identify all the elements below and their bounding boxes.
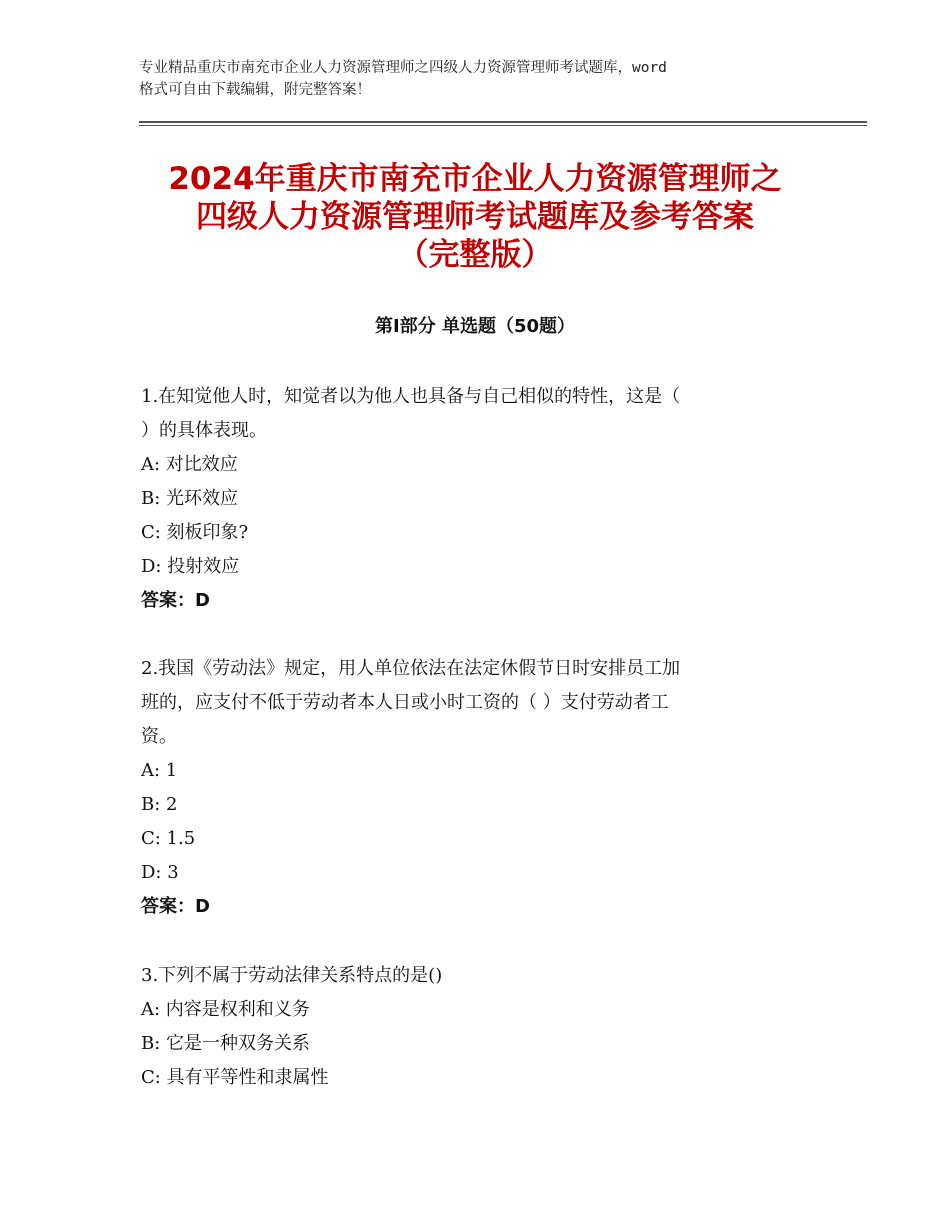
header-note-line: 专业精品重庆市南充市企业人力资源管理师之四级人力资源管理师考试题库，word xyxy=(139,60,667,76)
option-a: A: 内容是权利和义务 xyxy=(141,999,310,1020)
header-divider-thin xyxy=(139,125,867,126)
title-line: 2024年重庆市南充市企业人力资源管理师之 xyxy=(168,161,782,197)
option-a: A: 对比效应 xyxy=(141,454,238,475)
header-note xyxy=(139,57,829,101)
question-stem-line: 1.在知觉他人时，知觉者以为他人也具备与自己相似的特性，这是（ xyxy=(141,386,681,407)
question-stem-line: ）的具体表现。 xyxy=(141,420,267,441)
option-a: A: 1 xyxy=(141,760,178,781)
option-b: B: 光环效应 xyxy=(141,488,239,509)
header-divider xyxy=(139,121,867,123)
section-heading: 第Ⅰ部分 单选题（50题） xyxy=(374,316,575,337)
option-c: C: 刻板印象? xyxy=(141,522,249,543)
answer-line: 答案：D xyxy=(141,590,210,611)
title-line: （完整版） xyxy=(397,237,553,273)
option-c: C: 具有平等性和隶属性 xyxy=(141,1067,329,1088)
question-1 xyxy=(141,380,821,618)
option-b: B: 2 xyxy=(141,794,178,815)
question-2 xyxy=(141,652,821,924)
question-stem-line: 3.下列不属于劳动法律关系特点的是() xyxy=(141,965,443,986)
question-stem-line: 班的，应支付不低于劳动者本人日或小时工资的（ ）支付劳动者工 xyxy=(141,692,669,713)
question-3 xyxy=(141,959,821,1095)
document-title xyxy=(120,160,830,274)
question-stem-line: 2.我国《劳动法》规定，用人单位依法在法定休假节日时安排员工加 xyxy=(141,658,681,679)
header-note-line: 格式可自由下载编辑，附完整答案！ xyxy=(139,82,371,98)
option-b: B: 它是一种双务关系 xyxy=(141,1033,311,1054)
question-stem-line: 资。 xyxy=(141,726,177,747)
answer-line: 答案：D xyxy=(141,896,210,917)
title-line: 四级人力资源管理师考试题库及参考答案 xyxy=(196,199,754,235)
option-d: D: 投射效应 xyxy=(141,556,240,577)
option-c: C: 1.5 xyxy=(141,828,196,849)
option-d: D: 3 xyxy=(141,862,179,883)
